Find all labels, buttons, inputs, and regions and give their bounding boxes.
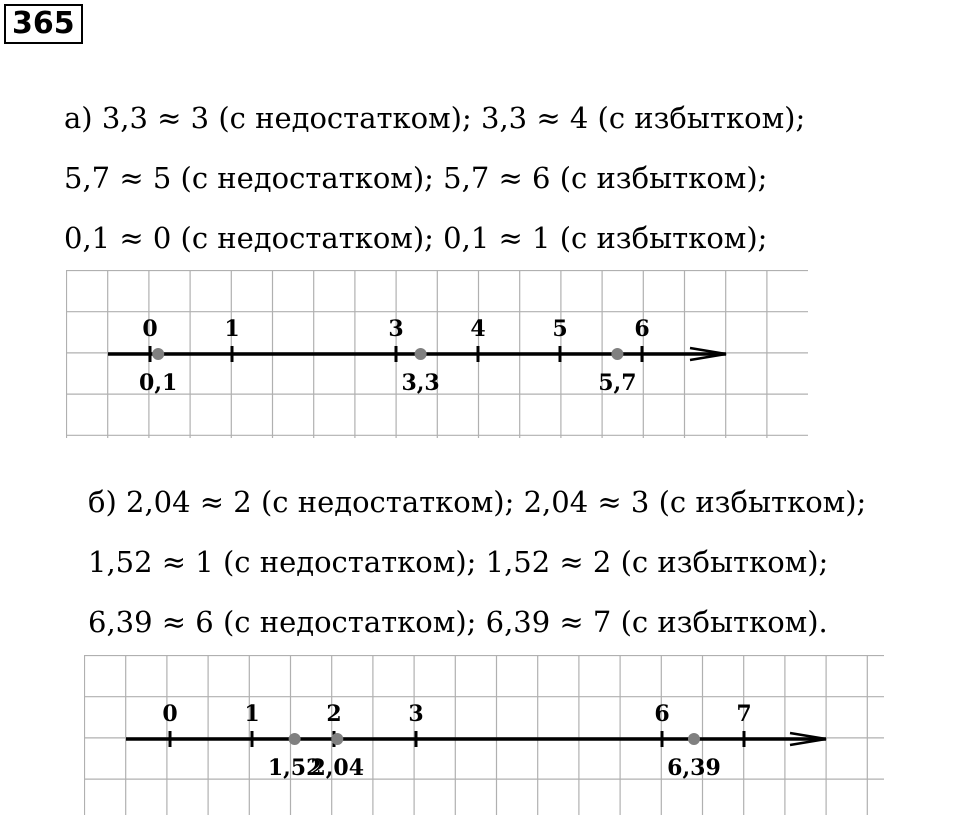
number-line-a-tick-label-2: 3 (388, 316, 404, 342)
number-line-a-tick-label-5: 6 (634, 316, 650, 342)
number-line-b-tick-label-2: 2 (326, 701, 342, 727)
part-a-line-1: а) 3,3 ≈ 3 (с недостатком); 3,3 ≈ 4 (с избытком); (64, 101, 806, 135)
number-line-a-point-label-1: 3,3 (401, 370, 440, 396)
number-line-b-point-label-0: 1,52 (267, 755, 322, 781)
number-line-b-point-0 (289, 733, 301, 745)
number-line-a-tick-label-1: 1 (224, 316, 240, 342)
number-line-b-grid (84, 655, 884, 815)
number-line-b-tick-label-4: 6 (654, 701, 670, 727)
part-b-line-2: 1,52 ≈ 1 (с недостатком); 1,52 ≈ 2 (с избытком); (88, 545, 829, 579)
number-line-a-tick-label-4: 5 (552, 316, 568, 342)
number-line-b-tick-label-3: 3 (408, 701, 424, 727)
number-line-b-tick-label-0: 0 (162, 701, 178, 727)
number-line-a-point-label-0: 0,1 (139, 370, 178, 396)
part-b-line-1: б) 2,04 ≈ 2 (с недостатком); 2,04 ≈ 3 (с избытком); (88, 485, 867, 519)
number-line-b-tick-label-1: 1 (244, 701, 260, 727)
number-line-a-tick-label-0: 0 (142, 316, 158, 342)
number-line-b-point-2 (688, 733, 700, 745)
number-line-b-tick-label-5: 7 (736, 701, 752, 727)
number-line-b-point-label-1: 2,04 (310, 755, 365, 781)
part-a-line-2: 5,7 ≈ 5 (с недостатком); 5,7 ≈ 6 (с избытком); (64, 161, 768, 195)
number-line-b-point-label-2: 6,39 (667, 755, 721, 781)
number-line-a-point-0 (152, 348, 164, 360)
part-b-line-3: 6,39 ≈ 6 (с недостатком); 6,39 ≈ 7 (с избытком). (88, 605, 828, 639)
number-line-a-point-2 (611, 348, 623, 360)
number-line-a-tick-label-3: 4 (470, 316, 486, 342)
number-line-a (66, 270, 808, 438)
number-line-b (84, 655, 884, 815)
task-number: 365 (4, 4, 83, 44)
part-a-line-3: 0,1 ≈ 0 (с недостатком); 0,1 ≈ 1 (с избытком); (64, 221, 768, 255)
number-line-a-point-label-2: 5,7 (598, 370, 637, 396)
number-line-a-point-1 (415, 348, 427, 360)
number-line-b-point-1 (331, 733, 343, 745)
